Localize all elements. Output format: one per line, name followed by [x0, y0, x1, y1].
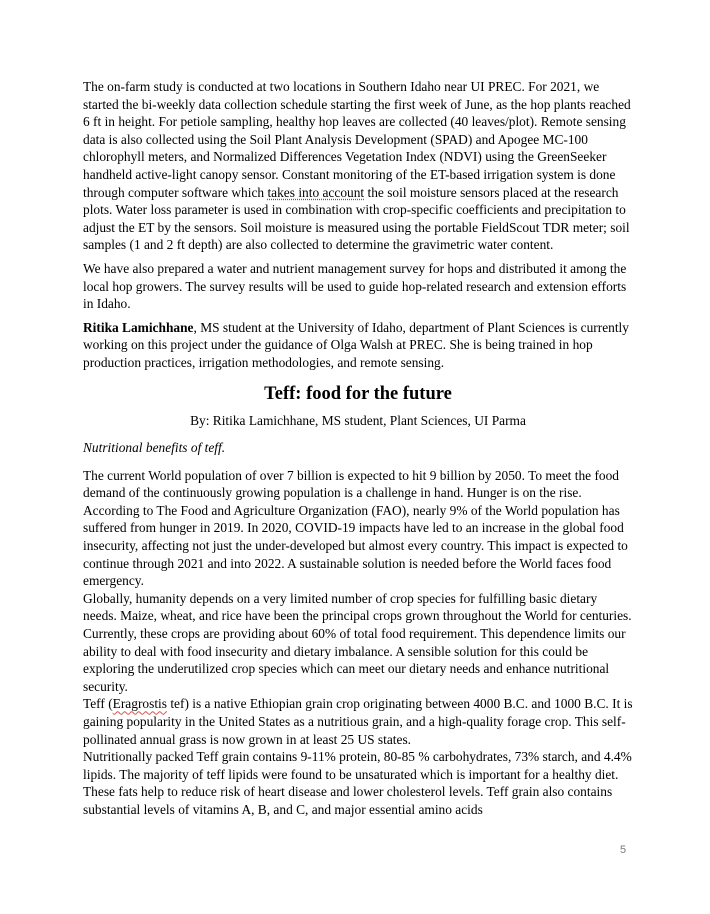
paragraph-text: tef) is a native Ethiopian grain crop originating between 4000 B.C. and 1000 B.C. It is gaining popularity in the United States as a nutritious grain, and a high-quality forage crop. This self-pollinated annual grass is now grown in at least 25 US states.	[83, 696, 633, 747]
body-paragraph: Nutritionally packed Teff grain contains 9-11% protein, 80-85 % carbohydrates, 73% starch, and 4.4% lipids. The majority of teff lipids were found to be unsaturated which is important for a healthy diet. These fats help to reduce risk of heart disease and lower cholesterol levels. Teff grain also contains substantial levels of vitamins A, B, and C, and major essential amino acids	[83, 749, 632, 817]
document-page	[83, 78, 633, 819]
author-bio-paragraph	[83, 319, 633, 372]
body-paragraph: Globally, humanity depends on a very limited number of crop species for fulfilling basic dietary needs. Maize, wheat, and rice have been the principal crops grown throughout the World for centuries. Currently, these crops are providing about 60% of total food requirement. This dependence limits our ability to deal with food insecurity and dietary imbalance. A sensible solution for this could be exploring the underutilized crop species which can meet our dietary needs and enhance nutritional security.	[83, 590, 632, 694]
body-paragraph: We have also prepared a water and nutrient management survey for hops and distributed it among the local hop growers. The survey results will be used to guide hop-related research and extension efforts in Idaho.	[83, 260, 627, 312]
paragraph-text: Teff (	[83, 696, 113, 712]
article-title: Teff: food for the future	[264, 383, 452, 404]
body-paragraph	[83, 78, 633, 254]
article-byline: By: Ritika Lamichhane, MS student, Plant Sciences, UI Parma	[190, 412, 526, 428]
author-name: Ritika Lamichhane	[83, 319, 194, 335]
paragraph-text: , MS student at the University of Idaho, department of Plant Sciences is currently working on this project under the guidance of Olga Walsh at PREC. She is being trained in hop production practices, irrigation methodologies, and remote sensing.	[83, 319, 629, 370]
paragraph-text: the soil moisture sensors placed at the research plots. Water loss parameter is used in combination with crop-specific coefficients and precipitation to adjust the ET by the sensors. Soil moisture is measured using the portable FieldScout TDR meter; soil samples (1 and 2 ft depth) are also collected to determine the gravimetric water content.	[83, 184, 630, 253]
paragraph-text: The on-farm study is conducted at two locations in Southern Idaho near UI PREC. For 2021, we started the bi-weekly data collection schedule starting the first week of June, as the hop plants reached 6 ft in height. For petiole sampling, healthy hop leaves are collected (40 leaves/plot). Remote sensing data is also collected using the Soil Plant Analysis Development (SPAD) and Apogee MC-100 chlorophyll meters, and Normalized Differences Vegetation Index (NDVI) using the GreenSeeker handheld active-light canopy sensor. Constant monitoring of the ET-based irrigation system is done through computer software which	[83, 79, 631, 200]
section-subheading: Nutritional benefits of teff.	[83, 440, 226, 456]
page-number: 5	[620, 844, 627, 856]
spelling-flagged-word[interactable]: Eragrostis	[112, 696, 167, 712]
body-paragraph: The current World population of over 7 billion is expected to hit 9 billion by 2050. To meet the food demand of the continuously growing population is a challenge in hand. Hunger is on the rise. According to The Food and Agriculture Organization (FAO), nearly 9% of the World population has suffered from hunger in 2019. In 2020, COVID-19 impacts have led to an increase in the global food insecurity, affecting not just the under-developed but almost every country. This impact is expected to continue through 2021 and into 2022. A sustainable solution is needed before the World faces food emergency.	[83, 467, 628, 589]
body-paragraph	[83, 695, 633, 748]
grammar-flagged-phrase[interactable]: takes into account	[267, 184, 365, 200]
